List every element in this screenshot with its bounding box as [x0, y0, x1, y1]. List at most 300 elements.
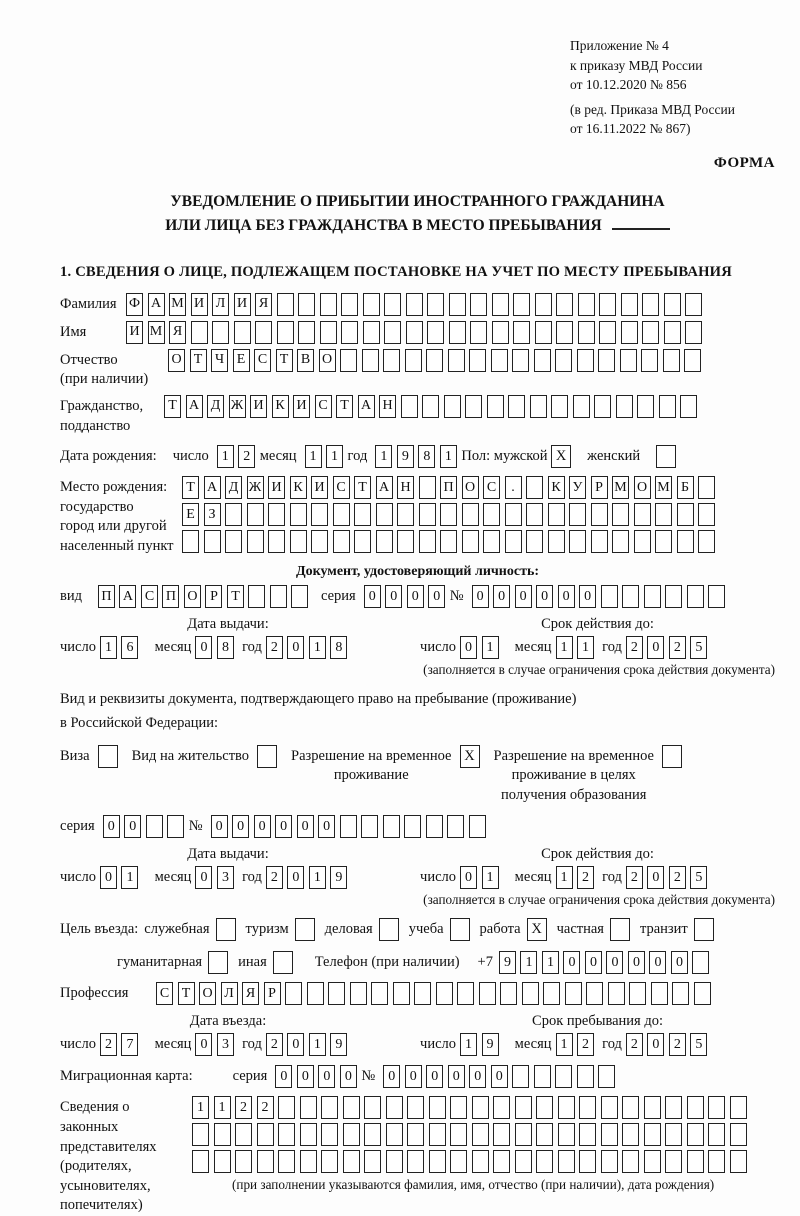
- char-cell: [730, 1123, 747, 1146]
- stay-until-heading: Срок пребывания до:: [532, 1013, 663, 1030]
- birth-date-row: [60, 445, 775, 468]
- gender-male-checkbox: X: [551, 445, 571, 468]
- char-cell: 0: [407, 585, 424, 608]
- edition-line: (в ред. Приказа МВД России: [570, 101, 735, 117]
- entry-dates: [60, 1013, 775, 1056]
- char-cell: И: [250, 395, 267, 418]
- char-cell: К: [290, 476, 307, 499]
- char-cell: [340, 815, 357, 838]
- char-cell: [248, 585, 265, 608]
- form-label: ФОРМА: [713, 154, 775, 171]
- char-cell: [419, 476, 436, 499]
- char-cell: С: [315, 395, 332, 418]
- day-label: число: [172, 448, 209, 465]
- char-cell: [307, 982, 324, 1005]
- char-cell: [364, 1123, 381, 1146]
- char-cell: 0: [383, 1065, 400, 1088]
- char-cell: А: [186, 395, 203, 418]
- char-cell: [512, 1065, 529, 1088]
- doc-kind-cells: [98, 585, 313, 608]
- char-cell: [384, 321, 401, 344]
- char-cell: [579, 1123, 596, 1146]
- char-cell: М: [169, 293, 186, 316]
- char-cell: [698, 503, 715, 526]
- char-cell: 0: [628, 951, 645, 974]
- char-cell: [530, 395, 547, 418]
- char-cell: [543, 982, 560, 1005]
- char-cell: [285, 982, 302, 1005]
- char-cell: [311, 530, 328, 553]
- char-cell: А: [148, 293, 165, 316]
- char-cell: [427, 321, 444, 344]
- char-cell: [277, 293, 294, 316]
- birth-place-label: Место рождения: государство город или другой населенный пункт: [60, 479, 174, 554]
- char-cell: 1: [375, 445, 392, 468]
- char-cell: [397, 503, 414, 526]
- char-cell: 0: [472, 585, 489, 608]
- appendix-line: Приложение № 4: [570, 38, 669, 53]
- char-cell: [407, 1150, 424, 1173]
- char-cell: [687, 1096, 704, 1119]
- char-cell: [192, 1150, 209, 1173]
- char-cell: .: [505, 476, 522, 499]
- char-cell: [278, 1123, 295, 1146]
- purpose-row2: [60, 951, 775, 974]
- char-cell: 0: [195, 1033, 212, 1056]
- appendix-line: от 10.12.2020 № 856: [570, 77, 687, 93]
- issue-year-cells: [266, 639, 352, 655]
- form-title: [60, 190, 775, 238]
- char-cell: С: [483, 476, 500, 499]
- char-cell: [578, 321, 595, 344]
- char-cell: 8: [418, 445, 435, 468]
- char-cell: [664, 293, 681, 316]
- char-cell: [182, 530, 199, 553]
- char-cell: 0: [318, 1065, 335, 1088]
- char-cell: [694, 982, 711, 1005]
- char-cell: [687, 1150, 704, 1173]
- char-cell: [535, 293, 552, 316]
- purpose-work-label: работа: [479, 921, 521, 938]
- char-cell: [436, 982, 453, 1005]
- char-cell: [629, 982, 646, 1005]
- char-cell: [341, 321, 358, 344]
- day-label: число: [60, 639, 96, 656]
- char-cell: [601, 585, 618, 608]
- char-cell: О: [199, 982, 216, 1005]
- char-cell: 0: [460, 636, 477, 659]
- char-cell: [362, 349, 379, 372]
- char-cell: [522, 982, 539, 1005]
- citizenship-row: [60, 395, 775, 436]
- char-cell: [492, 321, 509, 344]
- char-cell: [234, 321, 251, 344]
- char-cell: [687, 1123, 704, 1146]
- char-cell: 0: [364, 585, 381, 608]
- doc-series-cells: [364, 585, 450, 608]
- char-cell: И: [191, 293, 208, 316]
- patronymic-label: Отчество (при наличии): [60, 351, 149, 388]
- stay-day-cells: [460, 1036, 503, 1052]
- char-cell: 0: [426, 1065, 443, 1088]
- char-cell: Б: [677, 476, 694, 499]
- char-cell: [708, 1150, 725, 1173]
- residence-permit-checkbox: [257, 745, 277, 768]
- char-cell: 0: [124, 815, 141, 838]
- citizenship-label: Гражданство, подданство: [60, 397, 144, 434]
- purpose-label: Цель въезда:: [60, 921, 139, 938]
- char-cell: [665, 585, 682, 608]
- validity-note: (заполняется в случае ограничения срока действия документа): [423, 662, 775, 678]
- representatives-cells: [192, 1096, 751, 1193]
- char-cell: [663, 349, 680, 372]
- char-cell: [225, 530, 242, 553]
- identity-doc-dates: [60, 616, 775, 659]
- year-label: год: [347, 448, 368, 465]
- char-cell: 1: [577, 636, 594, 659]
- char-cell: 2: [626, 866, 643, 889]
- char-cell: [343, 1123, 360, 1146]
- char-cell: [621, 321, 638, 344]
- purpose-tourism-label: туризм: [245, 921, 289, 938]
- char-cell: Д: [207, 395, 224, 418]
- char-cell: [536, 1123, 553, 1146]
- char-cell: 1: [542, 951, 559, 974]
- char-cell: Т: [190, 349, 207, 372]
- char-cell: [579, 1150, 596, 1173]
- char-cell: [414, 982, 431, 1005]
- purpose-study-checkbox: [450, 918, 470, 941]
- res-issue-month-cells: [195, 869, 238, 885]
- month-label: месяц: [514, 1036, 552, 1053]
- residence-permit-option: Вид на жительство: [132, 745, 277, 768]
- char-cell: И: [311, 476, 328, 499]
- char-cell: [644, 1150, 661, 1173]
- temp-residence-checkbox: X: [460, 745, 480, 768]
- char-cell: 0: [297, 1065, 314, 1088]
- char-cell: [469, 815, 486, 838]
- char-cell: [644, 585, 661, 608]
- char-cell: И: [293, 395, 310, 418]
- char-cell: [586, 982, 603, 1005]
- char-cell: [470, 321, 487, 344]
- char-cell: [449, 293, 466, 316]
- purpose-humanitarian-label: гуманитарная: [117, 954, 203, 971]
- char-cell: 1: [100, 636, 117, 659]
- char-cell: [268, 530, 285, 553]
- char-cell: [255, 321, 272, 344]
- char-cell: [328, 982, 345, 1005]
- char-cell: В: [297, 349, 314, 372]
- char-cell: И: [126, 321, 143, 344]
- char-cell: 6: [121, 636, 138, 659]
- char-cell: [601, 1150, 618, 1173]
- migration-number-cells: [383, 1065, 620, 1088]
- representatives-row: [60, 1096, 775, 1215]
- char-cell: [513, 321, 530, 344]
- char-cell: 0: [647, 1033, 664, 1056]
- residence-doc-intro: Вид и реквизиты документа, подтверждающего право на пребывание (проживание) в Российской Федерации:: [60, 691, 577, 731]
- year-label: год: [242, 1036, 262, 1053]
- expiry-day-cells: [460, 639, 503, 655]
- expiry-month-cells: [556, 639, 599, 655]
- char-cell: 0: [232, 815, 249, 838]
- char-cell: [333, 530, 350, 553]
- char-cell: [321, 1123, 338, 1146]
- char-cell: 2: [266, 636, 283, 659]
- purpose-private-label: частная: [556, 921, 604, 938]
- char-cell: [483, 503, 500, 526]
- char-cell: [257, 1150, 274, 1173]
- char-cell: [300, 1150, 317, 1173]
- month-label: месяц: [514, 639, 552, 656]
- char-cell: Е: [233, 349, 250, 372]
- char-cell: [462, 530, 479, 553]
- expiry-date-heading: Срок действия до:: [541, 616, 654, 633]
- char-cell: К: [272, 395, 289, 418]
- char-cell: [558, 1096, 575, 1119]
- char-cell: 0: [287, 636, 304, 659]
- temp-residence-edu-option: Разрешение на временное проживание в целях получения образования: [494, 745, 682, 806]
- residence-series-cells: [103, 815, 189, 838]
- issue-date-heading: Дата выдачи:: [187, 846, 269, 863]
- char-cell: [601, 1123, 618, 1146]
- char-cell: [427, 293, 444, 316]
- char-cell: 9: [330, 866, 347, 889]
- char-cell: 0: [275, 815, 292, 838]
- char-cell: Ж: [247, 476, 264, 499]
- char-cell: [637, 395, 654, 418]
- char-cell: [444, 395, 461, 418]
- res-expiry-day-cells: [460, 869, 503, 885]
- char-cell: Н: [397, 476, 414, 499]
- char-cell: [340, 349, 357, 372]
- entry-month-cells: [195, 1036, 238, 1052]
- char-cell: [493, 1096, 510, 1119]
- char-cell: 0: [515, 585, 532, 608]
- char-cell: [644, 1123, 661, 1146]
- res-expiry-month-cells: [556, 869, 599, 885]
- temp-residence-edu-checkbox: [662, 745, 682, 768]
- char-cell: [642, 321, 659, 344]
- char-cell: 2: [257, 1096, 274, 1119]
- residence-number-cells: [211, 815, 491, 838]
- char-cell: 0: [493, 585, 510, 608]
- char-cell: [579, 1096, 596, 1119]
- char-cell: [555, 1065, 572, 1088]
- char-cell: [526, 530, 543, 553]
- char-cell: [407, 1123, 424, 1146]
- char-cell: [548, 503, 565, 526]
- char-cell: [277, 321, 294, 344]
- temp-residence-option: Разрешение на временное проживание X: [291, 745, 479, 786]
- char-cell: [569, 530, 586, 553]
- char-cell: 1: [460, 1033, 477, 1056]
- purpose-transit-checkbox: [694, 918, 714, 941]
- char-cell: [622, 1150, 639, 1173]
- char-cell: [167, 815, 184, 838]
- char-cell: [487, 395, 504, 418]
- char-cell: П: [98, 585, 115, 608]
- char-cell: [472, 1096, 489, 1119]
- entry-day-cells: [100, 1036, 143, 1052]
- char-cell: 0: [297, 815, 314, 838]
- char-cell: [622, 1123, 639, 1146]
- char-cell: Ф: [126, 293, 143, 316]
- migration-number-label: №: [361, 1068, 376, 1085]
- char-cell: [558, 1150, 575, 1173]
- char-cell: [225, 503, 242, 526]
- char-cell: 0: [195, 636, 212, 659]
- res-expiry-year-cells: [626, 869, 712, 885]
- char-cell: 2: [577, 866, 594, 889]
- char-cell: [146, 815, 163, 838]
- char-cell: [300, 1123, 317, 1146]
- char-cell: [677, 503, 694, 526]
- char-cell: [512, 349, 529, 372]
- year-label: год: [242, 639, 262, 656]
- char-cell: [569, 503, 586, 526]
- char-cell: 0: [318, 815, 335, 838]
- char-cell: [450, 1123, 467, 1146]
- char-cell: 0: [211, 815, 228, 838]
- char-cell: 3: [217, 1033, 234, 1056]
- day-label: число: [420, 869, 457, 886]
- appendix-block: [570, 36, 775, 139]
- char-cell: [364, 1150, 381, 1173]
- char-cell: Т: [276, 349, 293, 372]
- char-cell: Е: [182, 503, 199, 526]
- char-cell: О: [462, 476, 479, 499]
- phone-label: Телефон (при наличии): [314, 954, 460, 971]
- char-cell: [406, 321, 423, 344]
- expiry-year-cells: [626, 639, 712, 655]
- char-cell: [651, 982, 668, 1005]
- char-cell: [191, 321, 208, 344]
- identity-doc-heading: Документ, удостоверяющий личность:: [295, 564, 540, 580]
- gender-male-label: мужской: [493, 448, 548, 465]
- char-cell: Р: [205, 585, 222, 608]
- char-cell: 2: [100, 1033, 117, 1056]
- char-cell: А: [376, 476, 393, 499]
- char-cell: [708, 1096, 725, 1119]
- char-cell: 2: [626, 636, 643, 659]
- stay-month-cells: [556, 1036, 599, 1052]
- char-cell: 0: [460, 866, 477, 889]
- char-cell: [429, 1150, 446, 1173]
- surname-cells: [126, 293, 707, 316]
- char-cell: Т: [178, 982, 195, 1005]
- residence-doc-options: [60, 745, 775, 806]
- purpose-transit-label: транзит: [639, 921, 688, 938]
- char-cell: [548, 530, 565, 553]
- char-cell: [665, 1150, 682, 1173]
- char-cell: [677, 530, 694, 553]
- char-cell: [462, 503, 479, 526]
- char-cell: [479, 982, 496, 1005]
- surname-row: [60, 293, 775, 316]
- day-label: число: [420, 1036, 457, 1053]
- char-cell: [235, 1123, 252, 1146]
- char-cell: [594, 395, 611, 418]
- char-cell: 0: [100, 866, 117, 889]
- char-cell: 0: [606, 951, 623, 974]
- char-cell: [393, 982, 410, 1005]
- year-label: год: [602, 1036, 622, 1053]
- char-cell: 0: [647, 866, 664, 889]
- char-cell: 0: [103, 815, 120, 838]
- char-cell: [621, 293, 638, 316]
- doc-number-label: №: [449, 588, 464, 605]
- char-cell: 1: [520, 951, 537, 974]
- char-cell: [290, 503, 307, 526]
- birth-day-cells: [217, 445, 260, 468]
- char-cell: 1: [309, 1033, 326, 1056]
- char-cell: 1: [440, 445, 457, 468]
- char-cell: О: [319, 349, 336, 372]
- char-cell: С: [156, 982, 173, 1005]
- char-cell: [708, 585, 725, 608]
- year-label: год: [602, 869, 622, 886]
- char-cell: [513, 293, 530, 316]
- char-cell: [404, 815, 421, 838]
- char-cell: Т: [182, 476, 199, 499]
- char-cell: 0: [558, 585, 575, 608]
- char-cell: 0: [491, 1065, 508, 1088]
- char-cell: [591, 530, 608, 553]
- char-cell: [383, 815, 400, 838]
- char-cell: [247, 530, 264, 553]
- expiry-date-heading: Срок действия до:: [541, 846, 654, 863]
- appendix-line: к приказу МВД России: [570, 57, 703, 73]
- char-cell: 1: [214, 1096, 231, 1119]
- char-cell: [565, 982, 582, 1005]
- doc-number-cells: [472, 585, 730, 608]
- char-cell: [298, 293, 315, 316]
- char-cell: [311, 503, 328, 526]
- char-cell: Т: [354, 476, 371, 499]
- citizenship-cells: [164, 395, 702, 418]
- char-cell: Я: [242, 982, 259, 1005]
- char-cell: [278, 1096, 295, 1119]
- migration-series-label: серия: [232, 1068, 268, 1085]
- char-cell: [492, 293, 509, 316]
- char-cell: 9: [397, 445, 414, 468]
- char-cell: [235, 1150, 252, 1173]
- char-cell: [457, 982, 474, 1005]
- purpose-other-label: иная: [238, 954, 267, 971]
- char-cell: [515, 1150, 532, 1173]
- char-cell: И: [268, 476, 285, 499]
- migration-card-row: [60, 1065, 775, 1088]
- char-cell: П: [440, 476, 457, 499]
- migration-card-label: Миграционная карта:: [60, 1068, 193, 1085]
- char-cell: [320, 321, 337, 344]
- char-cell: [599, 293, 616, 316]
- char-cell: 0: [585, 951, 602, 974]
- char-cell: [687, 585, 704, 608]
- char-cell: [447, 815, 464, 838]
- char-cell: Д: [225, 476, 242, 499]
- char-cell: Р: [591, 476, 608, 499]
- char-cell: 1: [121, 866, 138, 889]
- char-cell: 1: [217, 445, 234, 468]
- form-title-line2: ИЛИ ЛИЦА БЕЗ ГРАЖДАНСТВА В МЕСТО ПРЕБЫВАНИЯ: [60, 214, 775, 238]
- char-cell: [333, 503, 350, 526]
- char-cell: [598, 349, 615, 372]
- purpose-business-label: деловая: [324, 921, 373, 938]
- month-label: месяц: [514, 869, 552, 886]
